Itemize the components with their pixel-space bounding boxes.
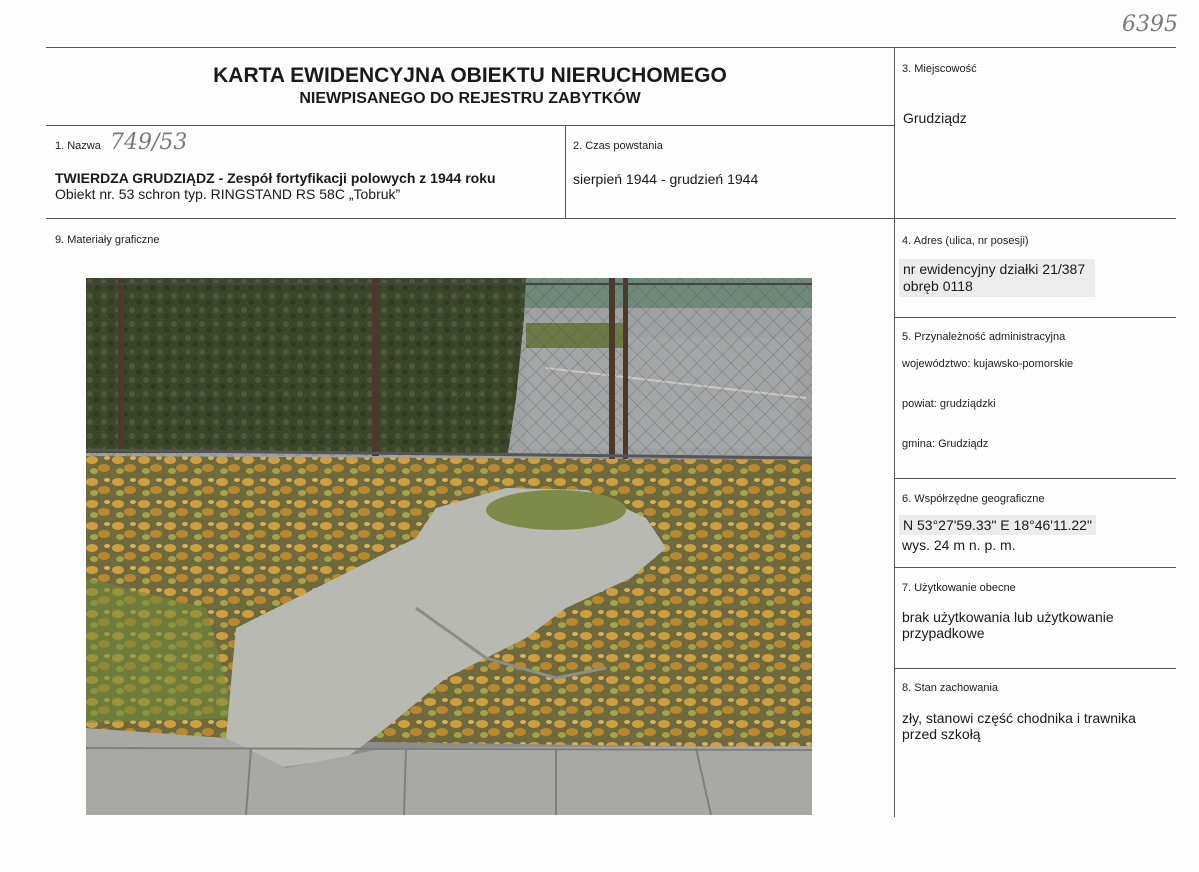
condition-line2: przed szkołą (902, 726, 981, 742)
object-name: TWIERDZA GRUDZIĄDZ - Zespół fortyfikacji polowych z 1944 roku (55, 170, 496, 186)
locality-label: 3. Miejscowość (902, 63, 977, 75)
coords-value: N 53°27'59.33" E 18°46'11.22" (899, 515, 1096, 535)
archive-number: 6395 (1122, 12, 1178, 37)
usage-divider (894, 668, 1176, 669)
address-line1: nr ewidencyjny działki 21/387 (903, 261, 1086, 277)
locality-value: Grudziądz (903, 110, 967, 126)
address-divider (894, 317, 1176, 318)
admin-county: powiat: grudziądzki (902, 398, 996, 410)
object-description: Obiekt nr. 53 schron typ. RINGSTAND RS 58C „Tobruk” (55, 186, 401, 202)
created-label: 2. Czas powstania (573, 140, 663, 152)
name-label: 1. Nazwa (55, 140, 101, 152)
admin-commune: gmina: Grudziądz (902, 438, 989, 450)
coords-altitude: wys. 24 m n. p. m. (902, 537, 1016, 553)
top-border (46, 47, 1176, 48)
fence (86, 278, 812, 460)
address-box (899, 259, 1095, 297)
usage-line2: przypadkowe (902, 625, 985, 641)
address-line2: obręb 0118 (903, 278, 973, 294)
name-handwritten-ref: 749/53 (110, 130, 188, 155)
header-divider (46, 125, 894, 126)
site-photo (86, 278, 812, 815)
admin-label: 5. Przynależność administracyjna (902, 331, 1066, 343)
condition-line1: zły, stanowi część chodnika i trawnika (902, 710, 1136, 726)
usage-line1: brak użytkowania lub użytkowanie (902, 609, 1114, 625)
created-value: sierpień 1944 - grudzień 1944 (573, 171, 759, 187)
admin-divider (894, 478, 1176, 479)
address-label: 4. Adres (ulica, nr posesji) (902, 235, 1029, 247)
coords-divider (894, 567, 1176, 568)
card-subtitle: NIEWPISANEGO DO REJESTRU ZABYTKÓW (299, 90, 641, 107)
coords-label: 6. Współrzędne geograficzne (902, 493, 1045, 505)
condition-label: 8. Stan zachowania (902, 682, 999, 694)
card-title: KARTA EWIDENCYJNA OBIEKTU NIERUCHOMEGO (213, 64, 727, 87)
right-column-divider (894, 47, 895, 817)
row1-divider (46, 218, 1176, 219)
admin-voivodeship: województwo: kujawsko-pomorskie (902, 358, 1074, 370)
name-created-divider (565, 125, 566, 219)
usage-label: 7. Użytkowanie obecne (902, 582, 1016, 594)
graphics-label: 9. Materiały graficzne (55, 234, 160, 246)
